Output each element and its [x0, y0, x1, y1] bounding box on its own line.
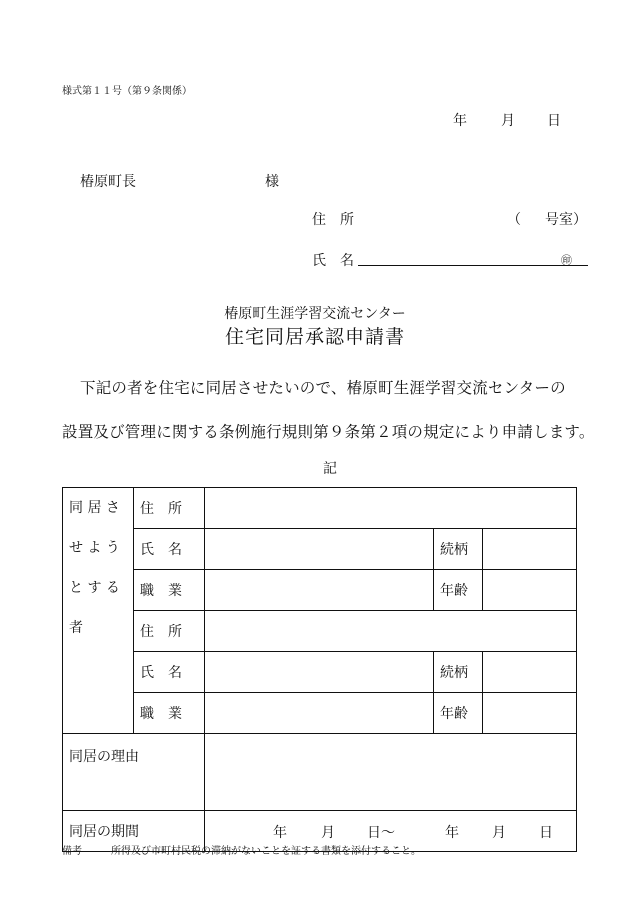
cohabitant-heading-line-3: と す る — [69, 580, 120, 596]
p1-occupation-label: 職 業 — [134, 570, 205, 611]
addressee-name: 椿原町長 — [80, 174, 136, 190]
intro-line-1: 下記の者を住宅に同居させたいので、椿原町生涯学習交流センターの — [80, 379, 566, 397]
cohabitant-heading-line-2: せ よ う — [69, 540, 120, 556]
facility-name: 椿原町生涯学習交流センター — [224, 306, 406, 322]
cohabitant-heading — [63, 488, 134, 734]
p2-name-field[interactable] — [205, 652, 434, 693]
p1-occupation-field[interactable] — [205, 570, 434, 611]
p2-age-field[interactable] — [483, 693, 577, 734]
page-title: 住宅同居承認申請書 — [224, 326, 405, 348]
applicant-name-label: 氏 名 — [312, 253, 354, 269]
applicant-name-line[interactable] — [358, 265, 588, 266]
addressee-honorific: 様 — [265, 174, 279, 190]
p1-age-label: 年齢 — [434, 570, 483, 611]
period-end-month: 月 — [492, 825, 506, 841]
period-start-day: 日〜 — [367, 825, 395, 841]
intro-line-2: 設置及び管理に関する条例施行規則第９条第２項の規定により申請します。 — [62, 423, 595, 441]
p1-address-label: 住 所 — [134, 488, 205, 529]
p1-age-field[interactable] — [483, 570, 577, 611]
p2-occupation-label: 職 業 — [134, 693, 205, 734]
room-open-paren: （ — [507, 212, 521, 228]
ki-heading: 記 — [323, 461, 337, 477]
note-text: 所得及び市町村民税の滞納がないことを証する書類を添付すること。 — [111, 846, 421, 857]
date-day-label: 日 — [547, 113, 561, 129]
p2-relation-label: 続柄 — [434, 652, 483, 693]
seal-icon: ㊞ — [561, 254, 572, 267]
cohabitant-heading-line-1: 同 居 さ — [69, 500, 120, 516]
date-month-label: 月 — [501, 113, 515, 129]
room-label: 号室） — [545, 212, 587, 228]
p1-name-label: 氏 名 — [134, 529, 205, 570]
reason-label: 同居の理由 — [63, 734, 205, 811]
p2-address-label: 住 所 — [134, 611, 205, 652]
p1-address-field[interactable] — [205, 488, 577, 529]
cohabitant-heading-line-4: 者 — [69, 620, 83, 636]
applicant-address-label: 住 所 — [312, 212, 354, 228]
period-start-month: 月 — [321, 825, 335, 841]
p1-relation-label: 続柄 — [434, 529, 483, 570]
p2-occupation-field[interactable] — [205, 693, 434, 734]
p1-relation-field[interactable] — [483, 529, 577, 570]
period-start-year: 年 — [273, 825, 287, 841]
cohabitant-table — [62, 487, 577, 852]
period-end-year: 年 — [445, 825, 459, 841]
p2-age-label: 年齢 — [434, 693, 483, 734]
reason-field[interactable] — [205, 734, 577, 811]
p2-name-label: 氏 名 — [134, 652, 205, 693]
p1-name-field[interactable] — [205, 529, 434, 570]
period-label: 同居の期間 — [63, 811, 205, 852]
p2-address-field[interactable] — [205, 611, 577, 652]
form-number: 様式第１１号（第９条関係） — [62, 86, 192, 97]
note-label: 備考 — [62, 846, 82, 857]
p2-relation-field[interactable] — [483, 652, 577, 693]
period-end-day: 日 — [539, 825, 553, 841]
date-year-label: 年 — [453, 113, 467, 129]
